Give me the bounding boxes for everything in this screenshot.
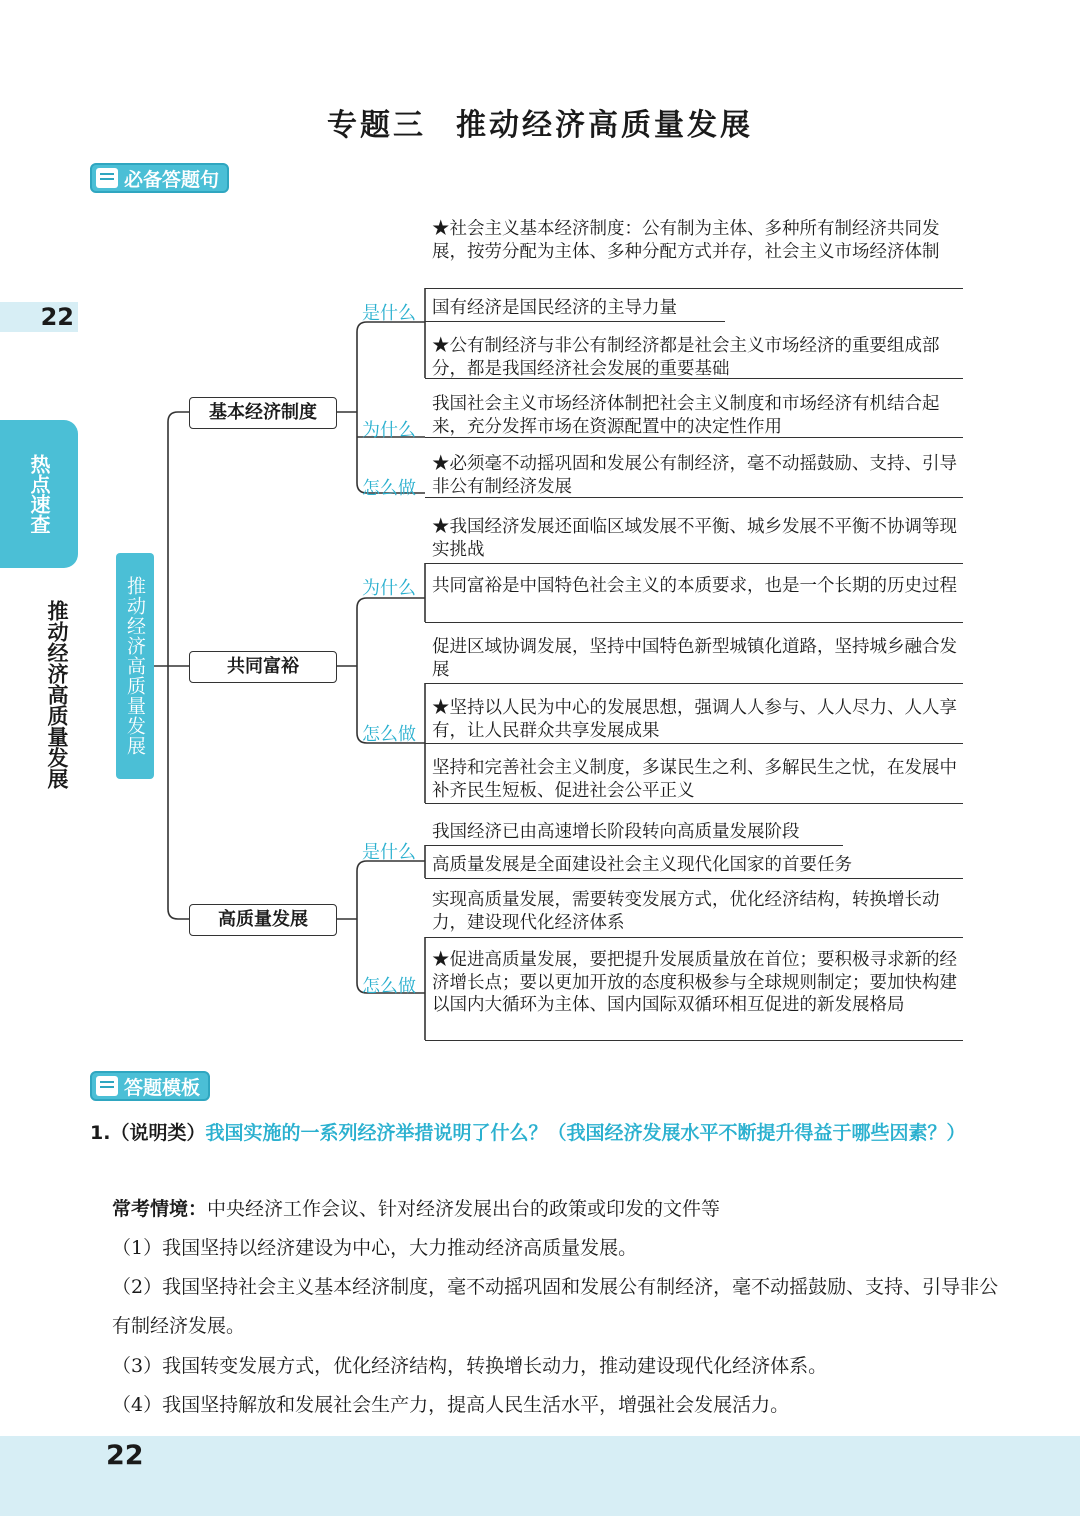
leaf-underline (425, 1040, 963, 1041)
leaf-underline (425, 378, 963, 379)
mindmap-root: 推动经济高质量发展 (116, 553, 154, 779)
leaf-common-3: 促进区域协调发展，坚持中国特色新型城镇化道路，坚持城乡融合发展 (432, 637, 957, 680)
section-badge-label: 答题模板 (124, 1076, 201, 1099)
leaf-quality-1: 我国经济已由高速增长阶段转向高质量发展阶段 (432, 822, 800, 842)
leaf-quality-3: 实现高质量发展，需要转变发展方式，优化经济结构，转换增长动力，建设现代化经济体系 (432, 890, 940, 933)
question-type: （说明类） (110, 1122, 206, 1144)
answer-item: （1）我国坚持以经济建设为中心，大力推动经济高质量发展。 (112, 1237, 638, 1259)
leaf-common-1: ★我国经济发展还面临区域发展不平衡、城乡发展不平衡不协调等现实挑战 (432, 517, 957, 560)
label-quality-what: 是什么 (362, 842, 416, 863)
page-number: 22 (106, 1440, 144, 1471)
question-text: 我国实施的一系列经济举措说明了什么？（我国经济发展水平不断提升得益于哪些因素？） (205, 1122, 966, 1144)
leaf-underline (425, 937, 963, 938)
answer-item: （2）我国坚持社会主义基本经济制度，毫不动摇巩固和发展公有制经济，毫不动摇鼓励、支持、引导非公有制经济发展。 (112, 1276, 999, 1337)
label-basic-what: 是什么 (362, 303, 416, 324)
leaf-underline (425, 437, 963, 438)
document-icon (96, 1076, 118, 1096)
question-number: 1. (90, 1122, 111, 1144)
label-quality-how: 怎么做 (362, 976, 416, 997)
leaf-common-4: ★坚持以人民为中心的发展思想，强调人人参与、人人尽力、人人享有，让人民群众共享发展成果 (432, 698, 957, 741)
question-context (112, 1194, 720, 1221)
book-icon (96, 168, 118, 188)
leaf-common-5: 坚持和完善社会主义制度，多谋民生之利、多解民生之忧，在发展中补齐民生短板、促进社会公平正义 (432, 758, 957, 801)
label-basic-how: 怎么做 (362, 478, 416, 499)
leaf-underline (425, 563, 963, 564)
side-tab-page-number: 22 (0, 302, 78, 332)
leaf-underline (425, 622, 963, 623)
section-badge-answer-sentences (90, 163, 229, 193)
title-topic-name: 推动经济高质量发展 (456, 108, 753, 143)
label-basic-why: 为什么 (362, 420, 416, 441)
leaf-common-2: 共同富裕是中国特色社会主义的本质要求，也是一个长期的历史过程 (432, 576, 957, 596)
context-label: 常考情境： (112, 1198, 208, 1220)
leaf-quality-2: 高质量发展是全面建设社会主义现代化国家的首要任务 (432, 855, 852, 875)
leaf-basic-3: ★公有制经济与非公有制经济都是社会主义市场经济的重要组成部分，都是我国经济社会发展的重要基础 (432, 336, 940, 379)
leaf-underline (425, 497, 963, 498)
node-common-prosperity: 共同富裕 (189, 651, 337, 683)
leaf-underline (425, 845, 843, 846)
leaf-basic-5: ★必须毫不动摇巩固和发展公有制经济，毫不动摇鼓励、支持、引导非公有制经济发展 (432, 454, 957, 497)
page-title (0, 100, 1080, 144)
node-basic-economic-system: 基本经济制度 (189, 397, 337, 429)
leaf-basic-2: 国有经济是国民经济的主导力量 (432, 298, 677, 318)
leaf-underline (425, 288, 963, 289)
label-common-why: 为什么 (362, 578, 416, 599)
leaf-basic-4: 我国社会主义市场经济体制把社会主义制度和市场经济有机结合起来，充分发挥市场在资源配置中的决定性作用 (432, 394, 940, 437)
leaf-underline (425, 878, 963, 879)
leaf-basic-1: ★社会主义基本经济制度：公有制为主体、多种所有制经济共同发展，按劳分配为主体、多种分配方式并存，社会主义市场经济体制 (432, 219, 940, 262)
label-common-how: 怎么做 (362, 724, 416, 745)
leaf-quality-4: ★促进高质量发展，要把提升发展质量放在首位；要积极寻求新的经济增长点；要以更加开放的态度积极参与全球规则制定；要加快构建以国内大循环为主体、国内国际双循环相互促进的新发展格局 (432, 950, 957, 1015)
leaf-underline (425, 743, 963, 744)
leaf-underline (425, 803, 963, 804)
title-topic-number: 专题三 (327, 108, 426, 143)
answer-item: （3）我国转变发展方式，优化经济结构，转换增长动力，推动建设现代化经济体系。 (112, 1355, 828, 1377)
side-tab-topic: 推动经济高质量发展 (45, 600, 69, 789)
leaf-underline (425, 321, 725, 322)
page-footer (0, 1436, 1080, 1516)
leaf-underline (425, 683, 963, 684)
answer-item: （4）我国坚持解放和发展社会生产力，提高人民生活水平，增强社会发展活力。 (112, 1394, 790, 1416)
question-1 (90, 1114, 1000, 1153)
section-badge-label: 必备答题句 (124, 168, 220, 191)
context-text: 中央经济工作会议、针对经济发展出台的政策或印发的文件等 (207, 1198, 721, 1220)
section-badge-answer-template (90, 1071, 210, 1101)
node-high-quality-development: 高质量发展 (189, 904, 337, 936)
side-tab-hot-topics[interactable]: 热点速查 (0, 420, 78, 568)
